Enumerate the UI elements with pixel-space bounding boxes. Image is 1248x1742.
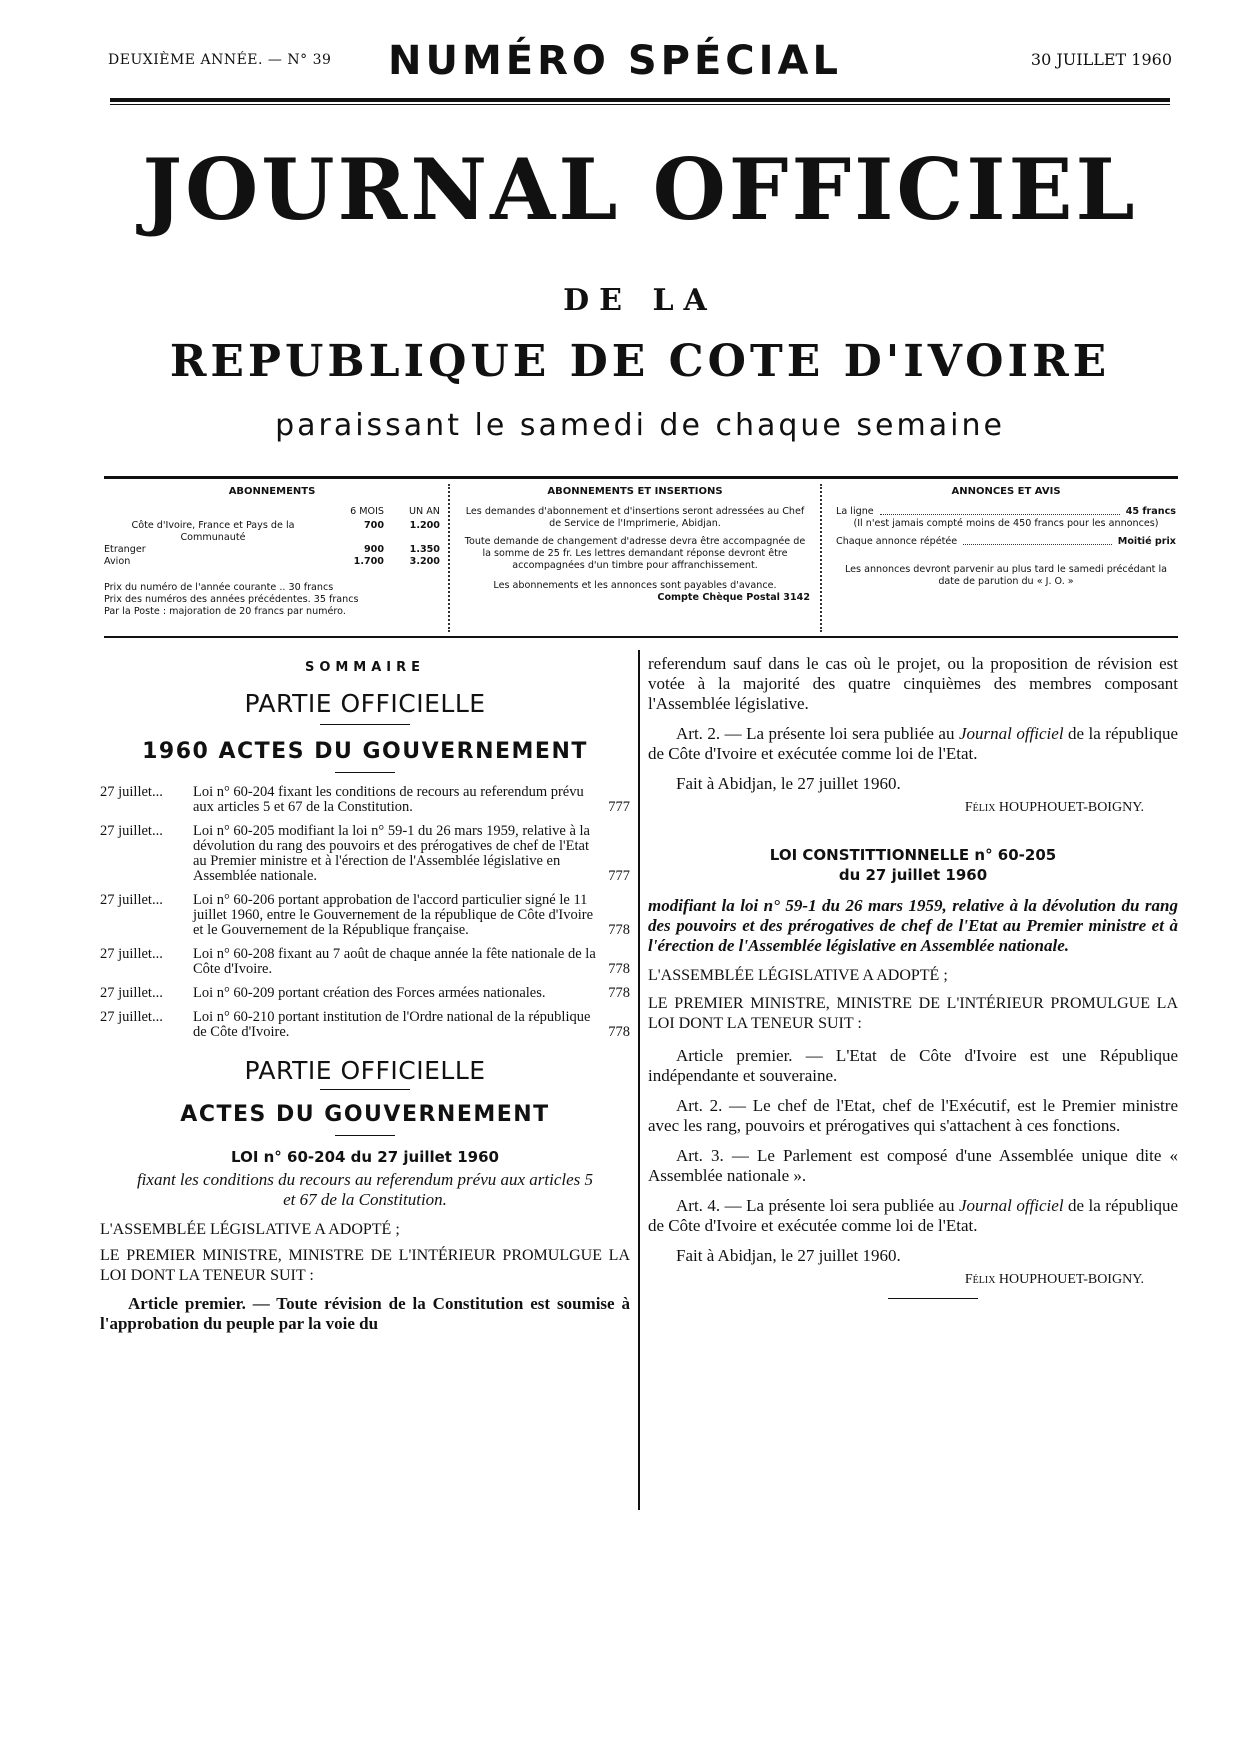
- promulgation-statement: LE PREMIER MINISTRE, MINISTRE DE L'INTÉRIEUR PROMULGUE LA LOI DONT LA TENEUR SUIT :: [100, 1247, 630, 1284]
- column-divider: [638, 650, 640, 1510]
- journal-officiel-ref: Journal officiel: [958, 724, 1064, 743]
- minimum-note: (Il n'est jamais compté moins de 450 francs pour les annonces): [853, 518, 1159, 529]
- journal-frequency: paraissant le samedi de chaque semaine: [275, 408, 1005, 443]
- adoption-statement: L'ASSEMBLÉE LÉGISLATIVE A ADOPTÉ ;: [100, 1221, 400, 1238]
- constitutional-law-subtitle: modifiant la loi n° 59-1 du 26 mars 1959, relative à la dévolution du rang des pouvoirs et des prérogatives de chef de l'Etat au Premier ministre et à l'érection de l'Assemblée législative en Assemblée nationale.: [648, 896, 1178, 955]
- left-column: [100, 660, 630, 1344]
- toc-page: 777: [608, 868, 630, 884]
- deadline-text: Les annonces devront parvenir au plus tard le samedi précédant la date de parution du « J. O. »: [844, 564, 1168, 587]
- infobox-separator: [820, 484, 822, 632]
- masthead-rule-thin: [110, 104, 1170, 105]
- toc-entry[interactable]: [100, 986, 630, 1001]
- journal-republic: REPUBLIQUE DE COTE D'IVOIRE: [169, 336, 1111, 387]
- constitutional-law-date: du 27 juillet 1960: [838, 866, 988, 884]
- right-column: [648, 654, 1178, 1299]
- constitutional-law-title: LOI CONSTITTIONNELLE n° 60-205: [769, 846, 1057, 864]
- article-premier: Article premier. — Toute révision de la Constitution est soumise à l'approbation du peuple par la voie du: [100, 1294, 630, 1333]
- toc-entry[interactable]: [100, 947, 630, 977]
- price-line: Prix du numéro de l'année courante .. 30 francs: [104, 582, 334, 593]
- postal-account: Compte Chèque Postal 3142: [657, 592, 810, 603]
- subscription-info-box: [100, 478, 1180, 634]
- address-change-text: Toute demande de changement d'adresse devra être accompagnée de la somme de 25 fr. Les lettres demandant réponse devront être accompagnées d'un timbre pour affranchissement.: [464, 536, 806, 571]
- col-6mois: 6 MOIS: [350, 506, 384, 517]
- price-line: Prix des numéros des années précédentes. 35 francs: [104, 594, 359, 605]
- rate-row: Avion 1.700 3.200: [104, 556, 440, 567]
- special-issue-label: NUMÉRO SPÉCIAL: [388, 38, 842, 84]
- toc-page: 778: [608, 1024, 630, 1040]
- insertions-text: Les demandes d'abonnement et d'insertions seront adressées au Chef de Service de l'Imprimerie, Abidjan.: [465, 506, 805, 529]
- article-2: Art. 2. — Le chef de l'Etat, chef de l'Exécutif, est le Premier ministre avec les rang, pouvoirs et prérogatives qui s'attachent à ces fonctions.: [648, 1096, 1178, 1135]
- journal-title-de-la: DE LA: [563, 283, 717, 318]
- rate-row: Côte d'Ivoire, France et Pays de la Communauté 700 1.200: [131, 520, 440, 543]
- article-4: [648, 1196, 1178, 1236]
- signing-place-date: Fait à Abidjan, le 27 juillet 1960.: [676, 774, 901, 793]
- signature: Félix HOUPHOUET-BOIGNY.: [964, 1272, 1144, 1287]
- toc-text: Loi n° 60-210 portant institution de l'Ordre national de la république de Côte d'Ivoire.: [193, 1009, 591, 1040]
- toc-date: 27 juillet...: [100, 892, 163, 908]
- article-2-text: Art. 2. — La présente loi sera publiée au: [676, 724, 959, 743]
- article-premier: Article premier. — L'Etat de Côte d'Ivoire est une République indépendante et souveraine.: [648, 1046, 1178, 1085]
- toc-entry[interactable]: [100, 893, 630, 938]
- issue-date: 30 JUILLET 1960: [1030, 50, 1172, 69]
- toc-page: 778: [608, 922, 630, 938]
- rate-row: Etranger 900 1.350: [104, 544, 440, 555]
- infobox-separator: [448, 484, 450, 632]
- toc-text: Loi n° 60-206 portant approbation de l'accord particulier signé le 11 juillet 1960, entre le Gouvernement de la république de Côte d'Ivoire et le Gouvernement de la République française.: [193, 892, 594, 938]
- closing-rule: [888, 1298, 978, 1299]
- sommaire-heading: SOMMAIRE: [304, 660, 426, 675]
- toc-date: 27 juillet...: [100, 784, 163, 800]
- toc-page: 778: [608, 961, 630, 977]
- article-2: [648, 724, 1178, 764]
- actes-heading: 1960 ACTES DU GOUVERNEMENT: [142, 739, 588, 764]
- payment-text: Les abonnements et les annonces sont payables d'avance.: [493, 580, 777, 591]
- line-rate-value: 45 francs: [1125, 506, 1176, 517]
- repeat-label: Chaque annonce répétée: [836, 536, 958, 547]
- announcements-column: [836, 486, 1176, 588]
- subscriptions-column: [104, 486, 440, 618]
- heading-rule: [320, 724, 410, 725]
- journal-officiel-ref: Journal officiel: [958, 1196, 1064, 1215]
- col-1an: UN AN: [409, 506, 440, 517]
- price-line: Par la Poste : majoration de 20 francs par numéro.: [104, 606, 346, 617]
- signature: Félix HOUPHOUET-BOIGNY.: [964, 800, 1144, 815]
- toc-page: 778: [608, 985, 630, 1001]
- toc-entry[interactable]: [100, 824, 630, 884]
- adoption-statement: L'ASSEMBLÉE LÉGISLATIVE A ADOPTÉ ;: [648, 967, 948, 984]
- repeat-value: Moitié prix: [1117, 536, 1176, 547]
- subscriptions-heading: ABONNEMENTS: [228, 486, 316, 497]
- toc-text: Loi n° 60-208 fixant au 7 août de chaque année la fête nationale de la Côte d'Ivoire.: [193, 946, 596, 977]
- toc-page: 777: [608, 799, 630, 815]
- toc-date: 27 juillet...: [100, 946, 163, 962]
- article-2-text-end: de la république de Côte d'Ivoire et exécutée comme loi de l'Etat.: [648, 724, 1179, 763]
- signing-place-date: Fait à Abidjan, le 27 juillet 1960.: [676, 1246, 901, 1265]
- insertions-heading: ABONNEMENTS ET INSERTIONS: [547, 486, 723, 497]
- toc-date: 27 juillet...: [100, 985, 163, 1001]
- masthead-rule: [110, 98, 1170, 102]
- article-3: Art. 3. — Le Parlement est composé d'une Assemblée unique dite « Assemblée nationale ».: [648, 1146, 1178, 1185]
- toc-entry[interactable]: [100, 785, 630, 815]
- toc-date: 27 juillet...: [100, 823, 163, 839]
- heading-rule: [335, 772, 395, 773]
- partie-officielle-heading-2: PARTIE OFFICIELLE: [244, 1056, 486, 1085]
- article-4-text-end: de la république de Côte d'Ivoire et exécutée comme loi de l'Etat.: [648, 1196, 1179, 1235]
- toc-entry[interactable]: [100, 1010, 630, 1040]
- toc-text: Loi n° 60-204 fixant les conditions de recours au referendum prévu aux articles 5 et 67 de la Constitution.: [193, 784, 584, 815]
- heading-rule: [335, 1135, 395, 1136]
- table-of-contents: [100, 785, 630, 1040]
- insertions-column: [460, 486, 810, 604]
- partie-officielle-heading: PARTIE OFFICIELLE: [244, 689, 486, 718]
- edition-number: DEUXIÈME ANNÉE. — N° 39: [108, 52, 332, 68]
- toc-text: Loi n° 60-205 modifiant la loi n° 59-1 du 26 mars 1959, relative à la dévolution du rang des pouvoirs et des prérogatives de chef de l'Etat au Premier ministre et à l'érection de l'Assemblée législative en Assemblée nationale.: [193, 823, 590, 884]
- law-subtitle: fixant les conditions du recours au referendum prévu aux articles 5 et 67 de la Constitution.: [136, 1170, 594, 1209]
- announcements-heading: ANNONCES ET AVIS: [951, 486, 1061, 497]
- promulgation-statement: LE PREMIER MINISTRE, MINISTRE DE L'INTÉRIEUR PROMULGUE LA LOI DONT LA TENEUR SUIT :: [648, 995, 1178, 1032]
- actes-heading-2: ACTES DU GOUVERNEMENT: [180, 1102, 550, 1127]
- infobox-bottom-rule: [104, 636, 1178, 638]
- toc-text: Loi n° 60-209 portant création des Forces armées nationales.: [193, 985, 546, 1001]
- law-title: LOI n° 60-204 du 27 juillet 1960: [231, 1148, 499, 1166]
- article-continuation: referendum sauf dans le cas où le projet, ou la proposition de révision est votée à la majorité des quatre cinquièmes des membres composant l'Assemblée législative.: [648, 654, 1178, 713]
- masthead-topline: [100, 38, 1180, 84]
- toc-date: 27 juillet...: [100, 1009, 163, 1025]
- journal-title: JOURNAL OFFICIEL: [142, 140, 1138, 239]
- heading-rule: [320, 1089, 410, 1090]
- line-rate-label: La ligne: [836, 506, 874, 517]
- article-4-text: Art. 4. — La présente loi sera publiée au: [676, 1196, 959, 1215]
